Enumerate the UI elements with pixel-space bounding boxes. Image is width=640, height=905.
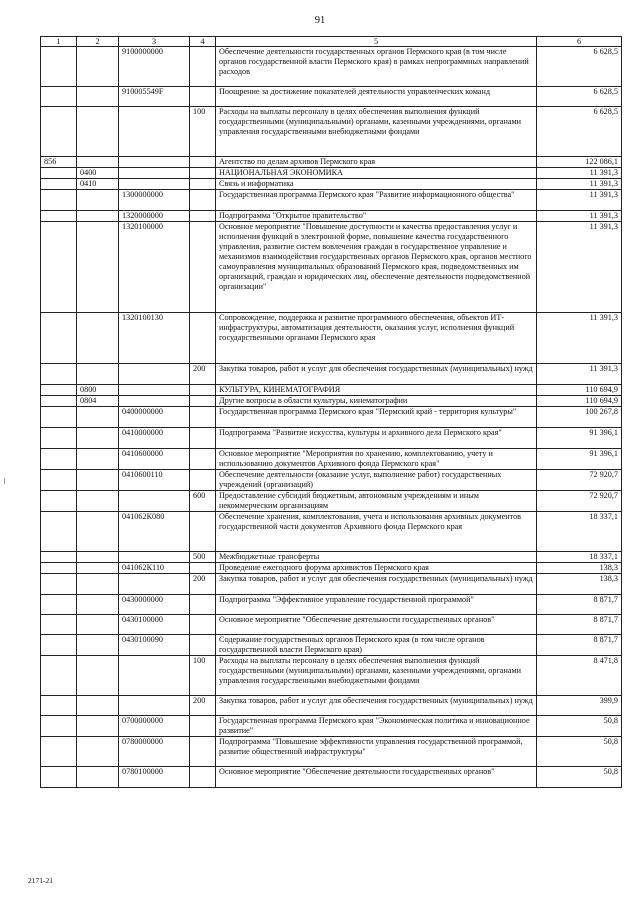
cell-expense-type: 100	[190, 107, 216, 157]
cell-admin-code	[41, 364, 77, 385]
cell-description: Основное мероприятие "Мероприятия по хранению, комплектованию, учету и использованию документов Архивного фонда Пермского края"	[216, 449, 537, 470]
cell-section-code	[77, 211, 119, 222]
table-row	[41, 168, 622, 179]
table-row	[41, 428, 622, 449]
cell-admin-code	[41, 385, 77, 396]
table-row	[41, 737, 622, 767]
cell-section-code	[77, 222, 119, 313]
cell-expense-type	[190, 168, 216, 179]
cell-admin-code	[41, 716, 77, 737]
cell-target-code: 0780100000	[119, 767, 190, 788]
cell-expense-type	[190, 635, 216, 656]
cell-expense-type	[190, 595, 216, 615]
table-row	[41, 635, 622, 656]
cell-description: Проведение ежегодного форума архивистов Пермского края	[216, 563, 537, 574]
cell-amount: 399,9	[537, 696, 622, 716]
cell-expense-type: 200	[190, 574, 216, 595]
cell-description: Закупка товаров, работ и услуг для обеспечения государственных (муниципальных) нужд	[216, 574, 537, 595]
cell-target-code: 1300000000	[119, 190, 190, 211]
cell-target-code: 0400000000	[119, 407, 190, 428]
table-row	[41, 157, 622, 168]
footer-code: 2171-21	[28, 876, 53, 885]
cell-admin-code	[41, 615, 77, 635]
cell-expense-type	[190, 385, 216, 396]
cell-target-code	[119, 385, 190, 396]
cell-target-code	[119, 396, 190, 407]
cell-amount: 110 694,9	[537, 385, 622, 396]
cell-target-code: 1320000000	[119, 211, 190, 222]
header-cell-1: 1	[41, 37, 77, 47]
cell-admin-code	[41, 168, 77, 179]
cell-admin-code	[41, 107, 77, 157]
cell-amount: 138,3	[537, 563, 622, 574]
cell-amount: 50,8	[537, 767, 622, 788]
table-header-row	[41, 37, 622, 47]
cell-expense-type	[190, 190, 216, 211]
cell-section-code	[77, 656, 119, 696]
cell-expense-type	[190, 615, 216, 635]
cell-description: Государственная программа Пермского края "Развитие информационного общества"	[216, 190, 537, 211]
cell-amount: 11 391,3	[537, 222, 622, 313]
cell-admin-code	[41, 552, 77, 563]
cell-expense-type	[190, 313, 216, 364]
cell-admin-code	[41, 211, 77, 222]
table-row	[41, 364, 622, 385]
cell-expense-type	[190, 737, 216, 767]
cell-section-code	[77, 512, 119, 552]
cell-expense-type	[190, 716, 216, 737]
cell-admin-code	[41, 396, 77, 407]
cell-expense-type: 500	[190, 552, 216, 563]
cell-description: Содержание государственных органов Пермского края (в том числе органов государственной власти Пермского края)	[216, 635, 537, 656]
cell-expense-type	[190, 512, 216, 552]
cell-description: Подпрограмма "Эффективное управление государственной программой"	[216, 595, 537, 615]
cell-admin-code	[41, 737, 77, 767]
budget-table	[40, 36, 622, 788]
cell-admin-code	[41, 47, 77, 87]
cell-target-code	[119, 656, 190, 696]
cell-description: Подпрограмма "Открытое правительство"	[216, 211, 537, 222]
cell-description: Обеспечение деятельности государственных органов Пермского края (в том числе органов государственной власти Пермского края) в рамках непрограммных направлений расходов	[216, 47, 537, 87]
cell-target-code: 041062К080	[119, 512, 190, 552]
cell-target-code	[119, 168, 190, 179]
cell-section-code	[77, 635, 119, 656]
cell-admin-code	[41, 595, 77, 615]
cell-admin-code	[41, 491, 77, 512]
cell-description: Предоставление субсидий бюджетным, автономным учреждениям и иным некоммерческим организациям	[216, 491, 537, 512]
cell-description: Закупка товаров, работ и услуг для обеспечения государственных (муниципальных) нужд	[216, 696, 537, 716]
cell-admin-code	[41, 190, 77, 211]
table-row	[41, 107, 622, 157]
cell-section-code: 0804	[77, 396, 119, 407]
cell-target-code	[119, 364, 190, 385]
cell-amount: 50,8	[537, 737, 622, 767]
cell-amount: 8 871,7	[537, 635, 622, 656]
margin-mark	[4, 478, 5, 484]
cell-description: Сопровождение, поддержка и развитие программного обеспечения, объектов ИТ-инфраструктуры, автоматизация деятельности, оказания услуг, исполнения функций государственными органами Пермского края	[216, 313, 537, 364]
cell-amount: 11 391,3	[537, 313, 622, 364]
cell-target-code: 1320100130	[119, 313, 190, 364]
cell-admin-code	[41, 470, 77, 491]
page-number: 91	[314, 15, 326, 26]
cell-target-code: 0410000000	[119, 428, 190, 449]
table-row	[41, 211, 622, 222]
cell-description: Межбюджетные трансферты	[216, 552, 537, 563]
cell-amount: 138,3	[537, 574, 622, 595]
cell-target-code	[119, 574, 190, 595]
cell-section-code: 0400	[77, 168, 119, 179]
cell-section-code	[77, 87, 119, 107]
cell-section-code	[77, 107, 119, 157]
cell-admin-code	[41, 87, 77, 107]
cell-description: Государственная программа Пермского края "Пермский край - территория культуры"	[216, 407, 537, 428]
table-row	[41, 512, 622, 552]
cell-target-code: 0430000000	[119, 595, 190, 615]
cell-target-code: 0410600000	[119, 449, 190, 470]
table-row	[41, 190, 622, 211]
cell-admin-code	[41, 767, 77, 788]
header-cell-6: 6	[537, 37, 622, 47]
cell-expense-type: 200	[190, 696, 216, 716]
cell-expense-type	[190, 157, 216, 168]
cell-amount: 91 396,1	[537, 449, 622, 470]
cell-description: КУЛЬТУРА, КИНЕМАТОГРАФИЯ	[216, 385, 537, 396]
table-row	[41, 615, 622, 635]
cell-description: Обеспечение деятельности (оказание услуг, выполнение работ) государственных учреждений (организаций)	[216, 470, 537, 491]
cell-admin-code	[41, 563, 77, 574]
cell-admin-code	[41, 512, 77, 552]
cell-amount: 72 920,7	[537, 470, 622, 491]
cell-target-code	[119, 552, 190, 563]
table-row	[41, 696, 622, 716]
cell-description: Закупка товаров, работ и услуг для обеспечения государственных (муниципальных) нужд	[216, 364, 537, 385]
table-row	[41, 87, 622, 107]
cell-amount: 91 396,1	[537, 428, 622, 449]
cell-amount: 11 391,3	[537, 190, 622, 211]
table-row	[41, 385, 622, 396]
cell-amount: 50,8	[537, 716, 622, 737]
cell-amount: 72 920,7	[537, 491, 622, 512]
cell-section-code	[77, 696, 119, 716]
cell-target-code: 0780000000	[119, 737, 190, 767]
cell-target-code	[119, 179, 190, 190]
table-row	[41, 222, 622, 313]
cell-expense-type	[190, 179, 216, 190]
header-cell-5: 5	[216, 37, 537, 47]
cell-section-code: 0410	[77, 179, 119, 190]
cell-section-code	[77, 470, 119, 491]
table-row	[41, 407, 622, 428]
cell-target-code: 041062К110	[119, 563, 190, 574]
cell-amount: 6 628,5	[537, 47, 622, 87]
cell-section-code	[77, 407, 119, 428]
cell-description: Обеспечение хранения, комплектования, учета и использования архивных документов государственной части документов Архивного фонда Пермского края	[216, 512, 537, 552]
cell-section-code	[77, 563, 119, 574]
cell-section-code	[77, 552, 119, 563]
header-cell-3: 3	[119, 37, 190, 47]
cell-admin-code	[41, 179, 77, 190]
table-row	[41, 595, 622, 615]
cell-expense-type	[190, 470, 216, 491]
cell-expense-type	[190, 563, 216, 574]
cell-admin-code	[41, 635, 77, 656]
cell-admin-code	[41, 313, 77, 364]
cell-description: Расходы на выплаты персоналу в целях обеспечения выполнения функций государственными (муниципальными) органами, казенными учреждениями, органами управления государственными внебюджетными фондами	[216, 107, 537, 157]
cell-description: Подпрограмма "Повышение эффективности управления государственной программой, развитие общественной инфраструктуры"	[216, 737, 537, 767]
cell-amount: 6 628,5	[537, 87, 622, 107]
cell-target-code: 0430100090	[119, 635, 190, 656]
cell-target-code: 9100000000	[119, 47, 190, 87]
cell-expense-type	[190, 767, 216, 788]
cell-description: Расходы на выплаты персоналу в целях обеспечения выполнения функций государственными (муниципальными) органами, казенными учреждениями, органами управления государственными внебюджетными фондами	[216, 656, 537, 696]
cell-description: Основное мероприятие "Обеспечение деятельности государственных органов"	[216, 767, 537, 788]
cell-expense-type: 200	[190, 364, 216, 385]
cell-description: Основное мероприятие "Обеспечение деятельности государственных органов"	[216, 615, 537, 635]
cell-target-code	[119, 696, 190, 716]
cell-amount: 8 871,7	[537, 595, 622, 615]
cell-section-code	[77, 574, 119, 595]
cell-section-code	[77, 449, 119, 470]
cell-target-code	[119, 491, 190, 512]
cell-description: Другие вопросы в области культуры, кинематографии	[216, 396, 537, 407]
cell-amount: 100 267,8	[537, 407, 622, 428]
cell-admin-code	[41, 407, 77, 428]
cell-expense-type	[190, 222, 216, 313]
cell-admin-code	[41, 449, 77, 470]
cell-section-code	[77, 47, 119, 87]
cell-expense-type	[190, 428, 216, 449]
cell-section-code	[77, 364, 119, 385]
cell-expense-type	[190, 211, 216, 222]
table-row	[41, 574, 622, 595]
table-row	[41, 767, 622, 788]
cell-amount: 11 391,3	[537, 168, 622, 179]
cell-expense-type	[190, 396, 216, 407]
cell-admin-code	[41, 222, 77, 313]
cell-description: Основное мероприятие "Повышение доступности и качества предоставления услуг и исполнения функций в электронной форме, повышение качества государственного управления, развитие систем вовлечения граждан в государственное управление и механизмов взаимодействия государственных органов Пермского края, органов местного самоуправления муниципальных образований Пермского края, подведомственных им организаций, граждан и юридических лиц, обеспечение деятельности подведомственной организации"	[216, 222, 537, 313]
cell-admin-code	[41, 574, 77, 595]
table-row	[41, 656, 622, 696]
cell-amount: 18 337,1	[537, 512, 622, 552]
cell-amount: 11 391,3	[537, 364, 622, 385]
table-row	[41, 552, 622, 563]
cell-target-code: 0430100000	[119, 615, 190, 635]
cell-expense-type: 600	[190, 491, 216, 512]
cell-target-code	[119, 157, 190, 168]
table-row	[41, 47, 622, 87]
header-cell-4: 4	[190, 37, 216, 47]
table-row	[41, 716, 622, 737]
header-cell-2: 2	[77, 37, 119, 47]
cell-expense-type	[190, 407, 216, 428]
cell-admin-code	[41, 428, 77, 449]
cell-amount: 11 391,3	[537, 211, 622, 222]
cell-target-code: 0410600110	[119, 470, 190, 491]
cell-description: Поощрение за достижение показателей деятельности управленческих команд	[216, 87, 537, 107]
table-row	[41, 179, 622, 190]
cell-amount: 110 694,9	[537, 396, 622, 407]
cell-description: Агентство по делам архивов Пермского края	[216, 157, 537, 168]
cell-section-code	[77, 615, 119, 635]
cell-admin-code: 856	[41, 157, 77, 168]
cell-expense-type	[190, 47, 216, 87]
cell-amount: 122 086,1	[537, 157, 622, 168]
cell-description: Государственная программа Пермского края "Экономическая политика и инновационное развитие"	[216, 716, 537, 737]
cell-amount: 6 628,5	[537, 107, 622, 157]
table-row	[41, 470, 622, 491]
cell-section-code	[77, 716, 119, 737]
cell-amount: 8 871,7	[537, 615, 622, 635]
cell-target-code: 1320100000	[119, 222, 190, 313]
table-row	[41, 449, 622, 470]
cell-target-code: 910005549F	[119, 87, 190, 107]
cell-expense-type	[190, 449, 216, 470]
table-row	[41, 313, 622, 364]
cell-section-code	[77, 767, 119, 788]
cell-section-code	[77, 737, 119, 767]
cell-section-code	[77, 190, 119, 211]
cell-section-code	[77, 157, 119, 168]
cell-description: Связь и информатика	[216, 179, 537, 190]
table-row	[41, 396, 622, 407]
table-row	[41, 563, 622, 574]
cell-section-code	[77, 491, 119, 512]
cell-expense-type: 100	[190, 656, 216, 696]
cell-amount: 8 471,8	[537, 656, 622, 696]
cell-admin-code	[41, 656, 77, 696]
cell-amount: 11 391,3	[537, 179, 622, 190]
cell-section-code	[77, 313, 119, 364]
cell-section-code	[77, 595, 119, 615]
cell-description: Подпрограмма "Развитие искусства, культуры и архивного дела Пермского края"	[216, 428, 537, 449]
table-row	[41, 491, 622, 512]
cell-section-code: 0800	[77, 385, 119, 396]
cell-amount: 18 337,1	[537, 552, 622, 563]
cell-expense-type	[190, 87, 216, 107]
cell-description: НАЦИОНАЛЬНАЯ ЭКОНОМИКА	[216, 168, 537, 179]
cell-target-code: 0700000000	[119, 716, 190, 737]
cell-section-code	[77, 428, 119, 449]
cell-target-code	[119, 107, 190, 157]
cell-admin-code	[41, 696, 77, 716]
